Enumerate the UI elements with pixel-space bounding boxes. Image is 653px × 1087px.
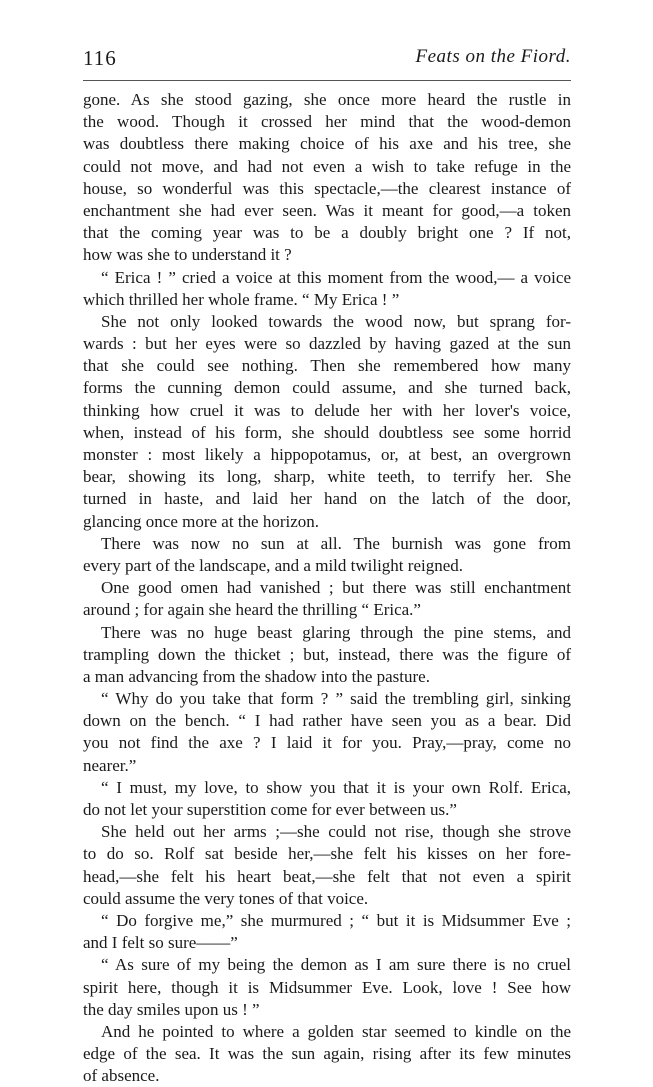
text-line: There was now no sun at all. The burnish was gone from (101, 533, 571, 553)
text-line: when, instead of his form, she should doubtless see some horrid (83, 422, 571, 442)
text-line: bear, showing its long, sharp, white teeth, to terrify her. She (83, 467, 571, 487)
text-line: gone. As she stood gazing, she once more heard the rustle in (83, 90, 571, 109)
text-line: house, so wonderful was this spectacle,—the clearest instance of (83, 178, 571, 198)
body-text (83, 89, 571, 1087)
page-number: 116 (83, 46, 117, 70)
text-line: the wood. Though it crossed her mind that the wood-demon (83, 112, 571, 132)
text-line: of absence. (83, 1066, 160, 1086)
text-line: “ Erica ! ” cried a voice at this moment from the wood,— a voice (101, 267, 571, 287)
text-line: enchantment she had ever seen. Was it meant for good,—a token (83, 200, 571, 220)
text-line: which thrilled her whole frame. “ My Erica ! ” (83, 289, 400, 309)
text-line: One good omen had vanished ; but there was still enchantment (101, 578, 571, 598)
text-line: you not find the axe ? I laid it for you. Pray,—pray, come no (83, 733, 571, 753)
text-line: a man advancing from the shadow into the pasture. (83, 666, 430, 686)
header-rule (83, 80, 571, 81)
text-line: “ As sure of my being the demon as I am sure there is no cruel (101, 955, 571, 975)
text-line: was doubtless there making choice of his axe and his tree, she (83, 134, 571, 154)
text-line: forms the cunning demon could assume, and she turned back, (83, 378, 571, 398)
text-line: every part of the landscape, and a mild twilight reigned. (83, 555, 464, 575)
text-line: around ; for again she heard the thrilling “ Erica.” (83, 600, 421, 620)
text-line: thinking how cruel it was to delude her with her lover's voice, (83, 400, 571, 420)
text-line: nearer.” (83, 755, 137, 775)
text-line: to do so. Rolf sat beside her,—she felt his kisses on her fore- (83, 844, 571, 864)
page-header (83, 46, 571, 76)
text-line: “ Do forgive me,” she murmured ; “ but it is Midsummer Eve ; (101, 910, 571, 930)
text-line: down on the bench. “ I had rather have seen you as a bear. Did (83, 711, 571, 731)
text-line: could not move, and had not even a wish to take refuge in the (83, 156, 571, 176)
text-line: trampling down the thicket ; but, instead, there was the figure of (83, 644, 571, 664)
text-line: that she could see nothing. Then she remembered how many (83, 356, 571, 376)
text-line: turned in haste, and laid her hand on the latch of the door, (83, 489, 571, 509)
text-line: that the coming year was to be a doubly bright one ? If not, (83, 223, 571, 243)
text-line: head,—she felt his heart beat,—she felt that not even a spirit (83, 866, 571, 886)
text-line: monster : most likely a hippopotamus, or, at best, an overgrown (83, 445, 571, 464)
text-line: “ Why do you take that form ? ” said the trembling girl, sinking (101, 689, 571, 709)
running-title: Feats on the Fiord. (415, 46, 571, 67)
text-line: edge of the sea. It was the sun again, rising after its few minutes (83, 1044, 571, 1064)
text-line: do not let your superstition come for ever between us.” (83, 800, 457, 819)
text-line: She not only looked towards the wood now, but sprang for- (101, 311, 571, 331)
text-line: could assume the very tones of that voice. (83, 888, 369, 908)
text-line: And he pointed to where a golden star seemed to kindle on the (101, 1021, 571, 1041)
text-line: There was no huge beast glaring through the pine stems, and (101, 622, 571, 642)
text-line: the day smiles upon us ! ” (83, 999, 260, 1019)
text-line: glancing once more at the horizon. (83, 511, 320, 531)
text-line: She held out her arms ;—she could not rise, though she strove (101, 822, 571, 842)
text-line: spirit here, though it is Midsummer Eve. Look, love ! See how (83, 977, 571, 997)
text-line: how was she to understand it ? (83, 245, 292, 265)
text-line: “ I must, my love, to show you that it is your own Rolf. Erica, (101, 777, 571, 797)
text-line: wards : but her eyes were so dazzled by having gazed at the sun (83, 334, 571, 354)
text-line: and I felt so sure——” (83, 933, 238, 953)
